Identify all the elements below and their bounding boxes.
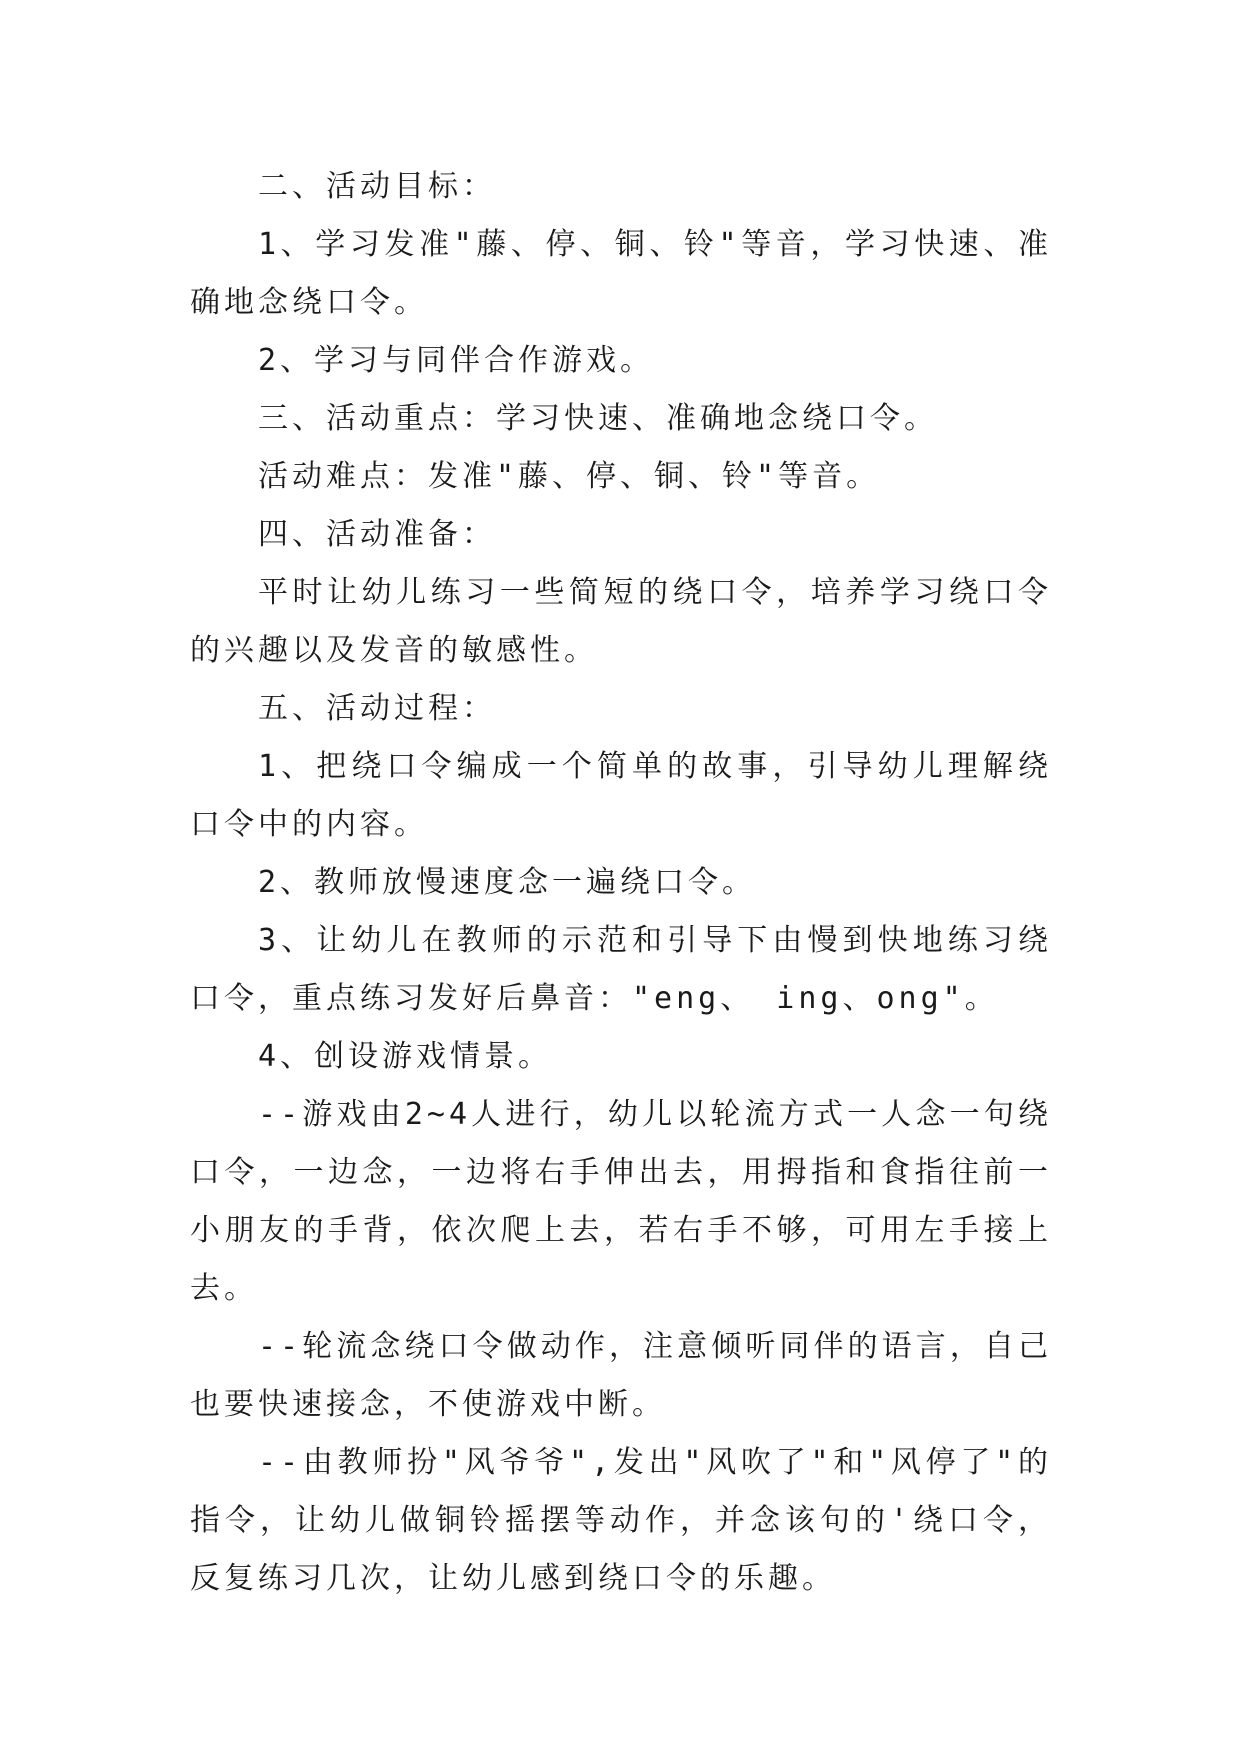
process-item-4: 4、创设游戏情景。 [258,1039,553,1074]
game-rule-1: --游戏由2~4人进行，幼儿以轮流方式一人念一句绕口令，一边念，一边将右手伸出去，用拇指和食指往前一小朋友的手背，依次爬上去，若右手不够，可用左手接上去。 [190,1097,1052,1306]
heading-process: 五、活动过程： [258,691,496,726]
process-item-3: 3、让幼儿在教师的示范和引导下由慢到快地练习绕口令，重点练习发好后鼻音："eng、 ing、ong"。 [190,923,1052,1016]
heading-preparation: 四、活动准备： [258,517,496,552]
game-rule-2: --轮流念绕口令做动作，注意倾听同伴的语言，自己也要快速接念，不使游戏中断。 [190,1329,1052,1422]
goal-item-1: 1、学习发准"藤、停、铜、铃"等音，学习快速、准确地念绕口令。 [190,227,1052,320]
game-rule-3: --由教师扮"风爷爷",发出"风吹了"和"风停了"的指令，让幼儿做铜铃摇摆等动作，并念该句的'绕口令，反复练习几次，让幼儿感到绕口令的乐趣。 [190,1445,1052,1596]
difficulty-paragraph: 活动难点：发准"藤、停、铜、铃"等音。 [258,459,881,494]
process-item-1: 1、把绕口令编成一个简单的故事，引导幼儿理解绕口令中的内容。 [190,749,1052,842]
document-body [190,158,1052,1608]
heading-goals: 二、活动目标： [258,169,496,204]
preparation-paragraph: 平时让幼儿练习一些简短的绕口令，培养学习绕口令的兴趣以及发音的敏感性。 [190,575,1052,668]
goal-item-2: 2、学习与同伴合作游戏。 [258,343,655,378]
heading-focus: 三、活动重点：学习快速、准确地念绕口令。 [258,401,938,436]
process-item-2: 2、教师放慢速度念一遍绕口令。 [258,865,757,900]
